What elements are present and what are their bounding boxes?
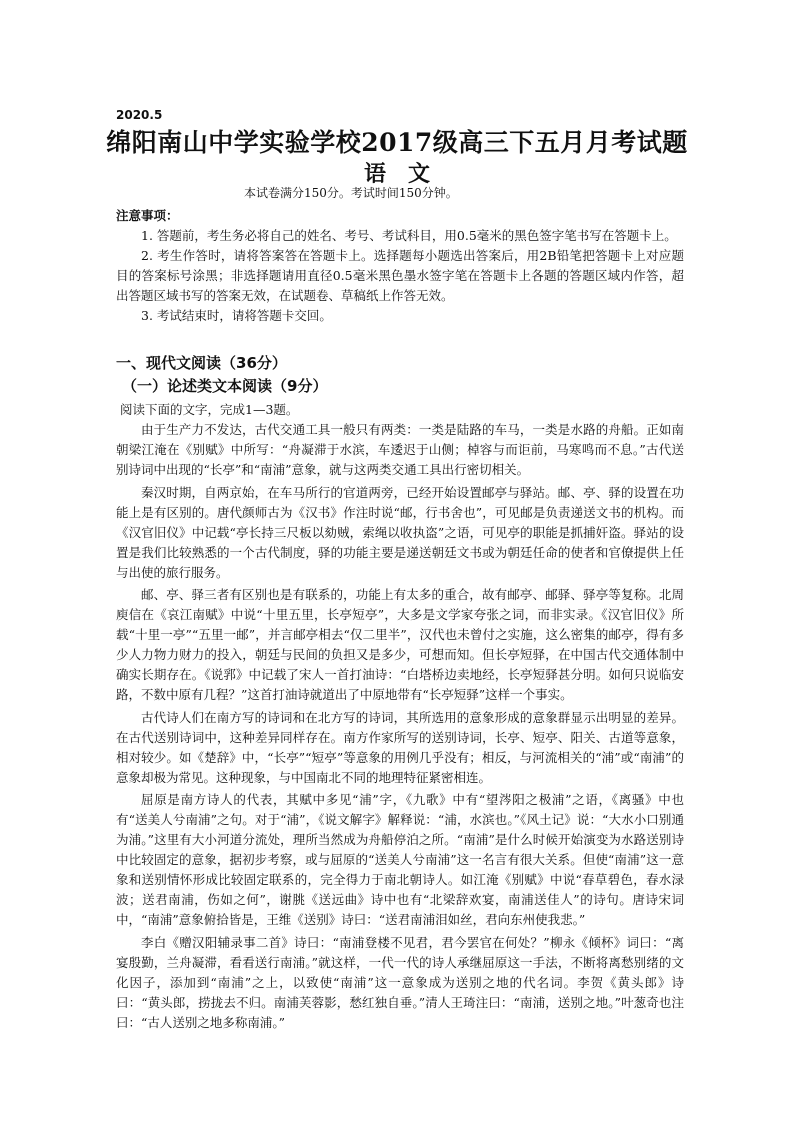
subject-title: 语 文 <box>363 161 430 187</box>
passage-paragraph: 李白《赠汉阳辅录事二首》诗曰：“南浦登楼不见君，君今罢官在何处？”柳永《倾杯》词曰：“离宴殷勤，兰舟凝滞，看看送行南浦。”就这样，一代一代的诗人承继屈原这一手法，不断将离愁别绪的文化因子，添加到“南浦”之上，以致使“南浦”这一意象成为送别之地的代名词。李贺《黄头郎》诗曰：“黄头郎，捞拢去不归。南浦芙蓉影，愁红独自垂。”清人王琦注曰：“南浦，送别之地。”叶葱奇也注曰：“古人送别之地多称南浦。” <box>116 934 684 1030</box>
exam-info: 本试卷满分150分。考试时间150分钟。 <box>244 186 458 200</box>
note-item: 3. 考试结束时，请将答题卡交回。 <box>141 308 332 323</box>
note-item: 1. 答题前，考生务必将自己的姓名、考号、考试科目，用0.5毫米的黑色签字笔书写在答题卡上。 <box>141 228 677 243</box>
passage-paragraph: 古代诗人们在南方写的诗词和在北方写的诗词，其所选用的意象形成的意象群显示出明显的差异。在古代送别诗词中，这种差异同样存在。南方作家所写的送别诗词，长亭、短亭、阳关、古道等意象，相对较少。如《楚辞》中，“长亭”“短亭”等意象的用例几乎没有；相反，与河流相关的“浦”或“南浦”的意象却极为常见。这种现象，与中国南北不同的地理特征紧密相连。 <box>116 709 684 785</box>
note-item: 2. 考生作答时，请将答案答在答题卡上。选择题每小题选出答案后，用2B铅笔把答题卡上对应题目的答案标号涂黑；非选择题请用直径0.5毫米黑色墨水签字笔在答题卡上各题的答题区域内作答，超出答题区域书写的答案无效，在试题卷、草稿纸上作答无效。 <box>116 248 684 303</box>
passage-paragraph: 由于生产力不发达，古代交通工具一般只有两类：一类是陆路的车马，一类是水路的舟船。正如南朝梁江淹在《别赋》中所写：“舟凝滞于水滨，车逶迟于山侧；棹容与而讵前，马寒鸣而不息。”古代送别诗词中出现的“长亭”和“南浦”意象，就与这两类交通工具出行密切相关。 <box>116 422 684 477</box>
passage-paragraph: 屈原是南方诗人的代表，其赋中多见“浦”字，《九歌》中有“望涔阳之极浦”之语，《离骚》中也有“送美人兮南浦”之句。对于“浦”，《说文解字》解释说：“浦，水滨也。”《风土记》说：“大水小口别通为浦。”这里有大小河道分流处，理所当然成为舟船停泊之所。“南浦”是什么时候开始演变为水路送别诗中比较固定的意象，据初步考察，或与屈原的“送美人兮南浦”这一名言有很大关系。但使“南浦”这一意象和送别情怀形成比较固定联系的，完全得力于南北朝诗人。如江淹《别赋》中说“春草碧色，春水渌波；送君南浦，伤如之何”，谢朓《送远曲》诗中也有“北梁辞欢宴，南浦送佳人”的诗句。唐诗宋词中，“南浦”意象俯拾皆是，王维《送别》诗曰：“送君南浦泪如丝，君向东州使我悲。” <box>116 792 684 927</box>
exam-date: 2020.5 <box>116 108 163 122</box>
section-heading: 一、现代文阅读（36分） <box>116 354 287 372</box>
reading-instruction: 阅读下面的文字，完成1—3题。 <box>120 402 299 417</box>
reading-passage <box>116 420 684 1033</box>
exam-title: 绵阳南山中学实验学校2017级高三下五月月考试题 <box>106 128 688 157</box>
passage-paragraph: 邮、亭、驿三者有区别也是有联系的，功能上有太多的重合，故有邮亭、邮驿、驿亭等复称。北周庾信在《哀江南赋》中说“十里五里，长亭短亭”，大多是文学家夸张之词，而非实录。《汉官旧仪》所载“十里一亭”“五里一邮”，并言邮亭相去“仅二里半”，汉代也未曾付之实施，这么密集的邮亭，得有多少人力物力财力的投入，朝廷与民间的负担又是多少，可想而知。但长亭短驿，在中国古代交通体制中确实长期存在。《说郛》中记载了宋人一首打油诗：“白塔桥边卖地经，长亭短驿甚分明。如何只说临安路，不数中原有几程？”这首打油诗就道出了中原地带有“长亭短驿”这样一个事实。 <box>116 587 684 702</box>
notes-section <box>116 206 684 326</box>
section-subheading: （一）论述类文本阅读（9分） <box>122 377 328 395</box>
passage-paragraph: 秦汉时期，自两京始，在车马所行的官道两旁，已经开始设置邮亭与驿站。邮、亭、驿的设置在功能上是有区别的。唐代颜师古为《汉书》作注时说“邮，行书舍也”，可见邮是负责递送文书的机构。而《汉官旧仪》中记载“亭长持三尺板以劾贼，索绳以收执盗”之语，可见亭的职能是抓捕奸盗。驿站的设置是我们比较熟悉的一个古代制度，驿的功能主要是递送朝廷文书或为朝廷任命的使者和官僚提供上任与出使的旅行服务。 <box>116 484 684 580</box>
notes-title: 注意事项： <box>116 208 179 223</box>
